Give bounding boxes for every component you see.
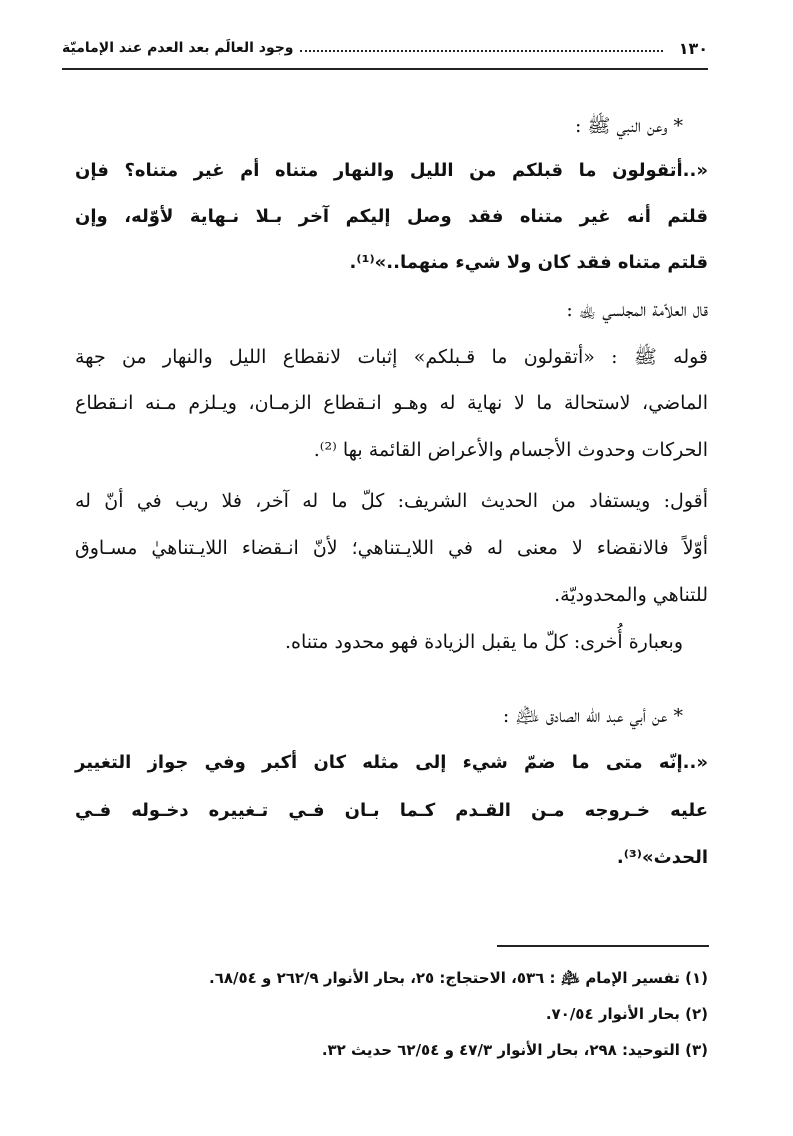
hadith-text-line: الحدث»⁽³⁾. bbox=[616, 847, 708, 868]
author-note-line: للتناهي والمحدوديّة. bbox=[554, 584, 708, 606]
hadith-intro-prophet: * وعن النبي ﷺ : bbox=[575, 115, 683, 137]
commentary-line: الحركات وحدوث الأجسام والأعراض القائمة بها ⁽²⁾. bbox=[313, 439, 708, 461]
author-note-line: أقول: ويستفاد من الحديث الشريف: كلّ ما له آخر، فلا ريب في أنّ له bbox=[75, 490, 708, 512]
hadith-text-line: قلتم أنه غير متناه فقد وصل إليكم آخر بـلا نـهاية لأوّله، وإن bbox=[75, 206, 708, 227]
header-rule bbox=[62, 68, 708, 70]
footnote-1: (١) تفسير الإمام ﵇ : ٥٣٦، الاحتجاج: ٢٥، بحار الأنوار ٢٦٢/٩ و ٦٨/٥٤. bbox=[208, 969, 708, 987]
footnote-3: (٣) التوحيد: ٢٩٨، بحار الأنوار ٤٧/٣ و ٦٢/٥٤ حديث ٣٢. bbox=[321, 1041, 708, 1059]
hadith-text-line: «..إنّه متى ما ضمّ شيء إلى مثله كان أكبر وفي جواز التغيير bbox=[75, 752, 708, 773]
header-dot-leader bbox=[300, 44, 663, 52]
commentary-line: الماضي، لاستحالة ما لا نهاية له وهـو انـقطاع الزمـان، ويـلزم مـنه انـقطاع bbox=[75, 392, 708, 414]
hadith-text-line: عليه خـروجه مـن القـدم كـما بـان فـي تـغييره دخـوله فـي bbox=[75, 800, 708, 821]
running-title: وجود العالَم بعد العدم عند الإماميّة bbox=[62, 40, 294, 56]
hadith-intro-sadiq: * عن أبي عبد الله الصادق ﵇ : bbox=[502, 705, 683, 727]
author-note-line: أوّلاً فالانقضاء لا معنى له في اللايـتناهي؛ لأنّ انـقضاء اللايـتناهيٰ مسـاوق bbox=[75, 537, 708, 559]
running-header bbox=[62, 32, 708, 64]
hadith-text-line: قلتم متناه فقد كان ولا شيء منهما..»⁽¹⁾. bbox=[349, 252, 708, 273]
author-note-line: وبعبارة أُخرى: كلّ ما يقبل الزيادة فهو محدود متناه. bbox=[285, 631, 683, 653]
commentary-line: قوله ﷺ : «أتقولون ما قـبلكم» إثبات لانقطاع الليل والنهار من جهة bbox=[75, 346, 708, 368]
hadith-text-line: «..أتقولون ما قبلكم من الليل والنهار متناه أم غير متناه؟ فإن bbox=[75, 160, 708, 181]
commentary-intro: قال العلاّمة المجلسي ﵀ : bbox=[566, 299, 708, 321]
page-number: ١٣٠ bbox=[678, 38, 708, 58]
footnote-2: (٢) بحار الأنوار ٧٠/٥٤. bbox=[545, 1005, 708, 1023]
footnote-rule bbox=[497, 945, 709, 947]
